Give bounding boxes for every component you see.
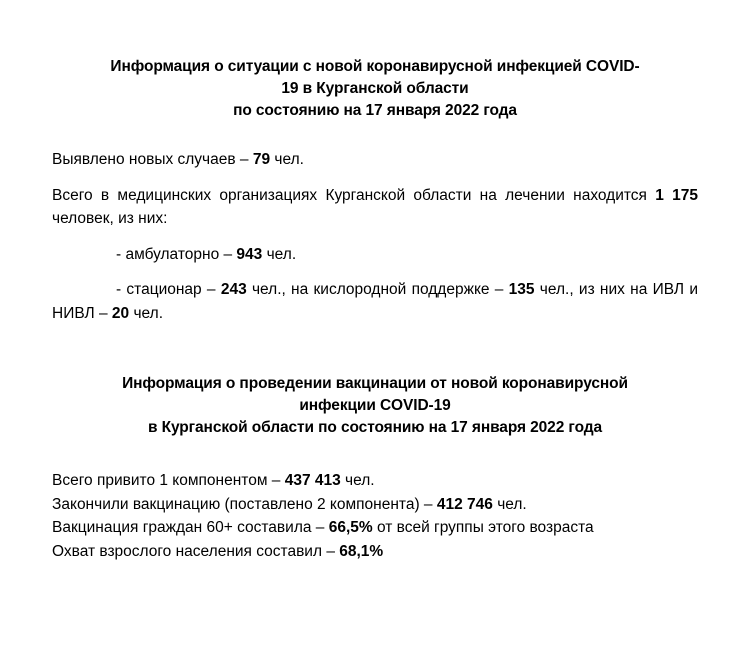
total-treatment-value: 1 175 bbox=[655, 186, 698, 204]
outpatient-paragraph bbox=[116, 243, 698, 267]
section-one-body bbox=[52, 148, 698, 325]
section-one-title-line-1: Информация о ситуации с новой коронавирусной инфекцией COVID- bbox=[110, 58, 640, 75]
outpatient-unit: чел. bbox=[262, 245, 297, 263]
two-components-label: Закончили вакцинацию (поставлено 2 компонента) – bbox=[52, 495, 437, 513]
seniors-vaccination-label: Вакцинация граждан 60+ составила – bbox=[52, 519, 329, 537]
outpatient-label: - амбулаторно – bbox=[116, 245, 237, 263]
one-component-label: Всего привито 1 компонентом – bbox=[52, 472, 285, 490]
seniors-vaccination-suffix: от всей группы этого возраста bbox=[372, 519, 594, 537]
new-cases-unit: чел. bbox=[270, 151, 304, 168]
inpatient-paragraph bbox=[52, 278, 698, 325]
new-cases-paragraph bbox=[52, 148, 698, 172]
oxygen-value: 135 bbox=[508, 281, 535, 299]
adult-coverage-label: Охват взрослого населения составил – bbox=[52, 542, 340, 560]
total-treatment-paragraph bbox=[52, 184, 698, 231]
ventilator-label: чел., из них на ИВЛ и НИВЛ – bbox=[52, 281, 698, 322]
section-two-title bbox=[60, 373, 690, 439]
total-treatment-suffix: человек, из них: bbox=[52, 210, 168, 228]
ventilator-unit: чел. bbox=[129, 304, 163, 322]
ventilator-value: 20 bbox=[111, 304, 130, 322]
one-component-paragraph bbox=[52, 469, 698, 493]
new-cases-label: Выявлено новых случаев – bbox=[52, 151, 253, 168]
section-two-title-line-2: инфекции COVID-19 bbox=[299, 397, 451, 415]
section-one-title-line-3: по состоянию на 17 января 2022 года bbox=[233, 102, 517, 119]
new-cases-value: 79 bbox=[252, 151, 271, 168]
two-components-value: 412 746 bbox=[436, 495, 493, 513]
seniors-vaccination-paragraph bbox=[52, 516, 698, 540]
section-two-title-line-1: Информация о проведении вакцинации от новой коронавирусной bbox=[122, 375, 628, 393]
one-component-unit: чел. bbox=[340, 472, 375, 490]
one-component-value: 437 413 bbox=[284, 472, 341, 490]
section-one-title-line-2: 19 в Курганской области bbox=[281, 80, 469, 97]
inpatient-label: - стационар – bbox=[116, 281, 221, 299]
outpatient-value: 943 bbox=[236, 245, 263, 263]
adult-coverage-value: 68,1% bbox=[339, 542, 384, 560]
section-two-title-line-3: в Курганской области по состоянию на 17 января 2022 года bbox=[148, 419, 602, 437]
inpatient-value: 243 bbox=[220, 281, 247, 299]
total-treatment-label: Всего в медицинских организациях Курганской области на лечении находится bbox=[52, 186, 656, 204]
two-components-unit: чел. bbox=[492, 495, 527, 513]
section-two-body bbox=[52, 469, 698, 563]
adult-coverage-paragraph bbox=[52, 540, 698, 564]
two-components-paragraph bbox=[52, 493, 698, 517]
oxygen-label: чел., на кислородной поддержке – bbox=[246, 281, 509, 299]
section-one-title bbox=[60, 56, 690, 122]
seniors-vaccination-value: 66,5% bbox=[328, 519, 373, 537]
